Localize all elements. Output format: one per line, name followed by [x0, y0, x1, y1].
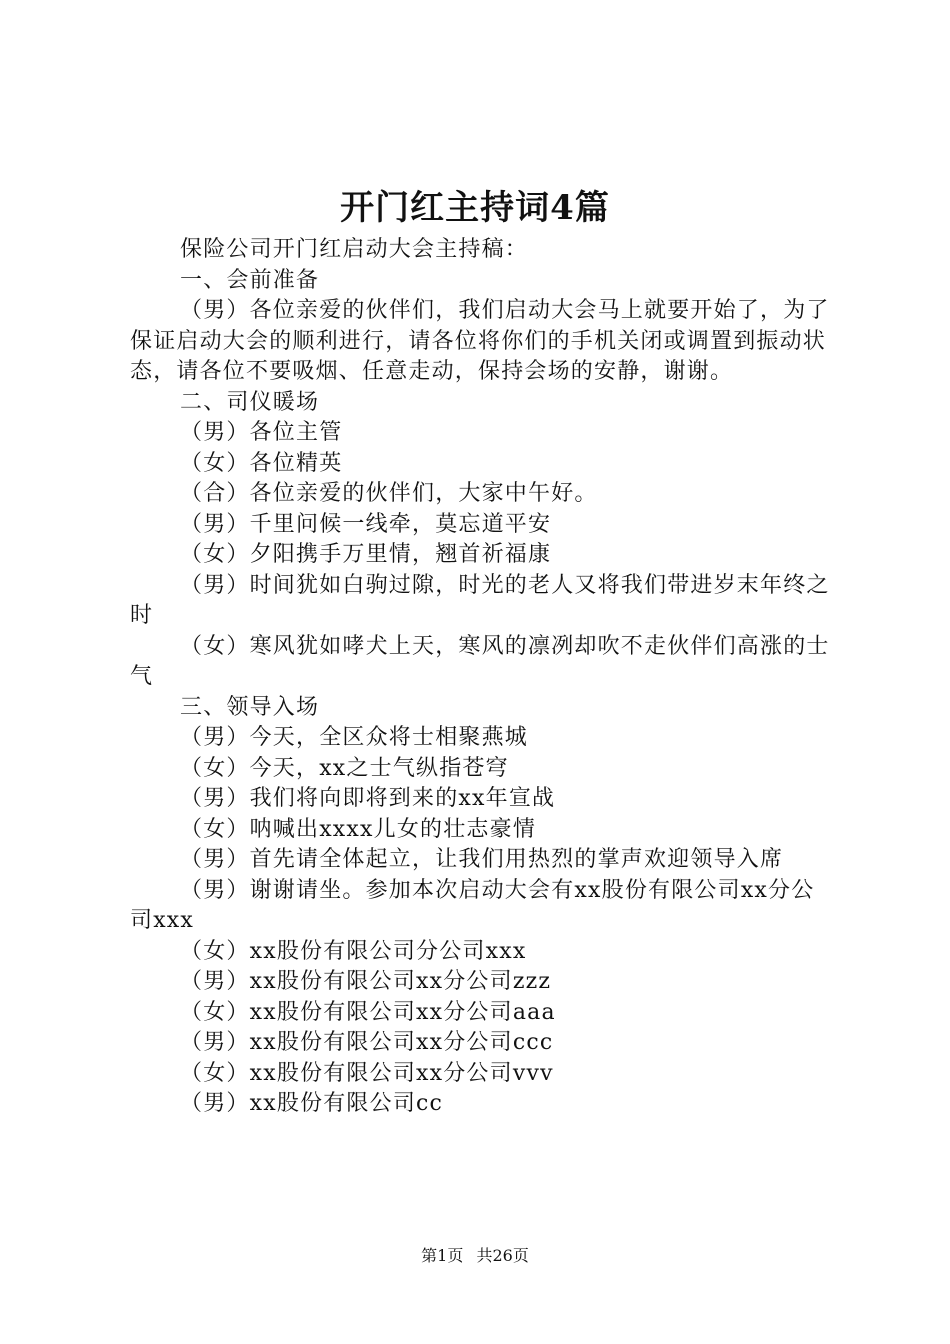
paragraph: （女）各位精英: [180, 450, 343, 476]
paragraph: （男）我们将向即将到来的xx年宣战: [180, 786, 556, 811]
paragraph: （男）各位亲爱的伙伴们，我们启动大会马上就要开始了，为了保证启动大会的顺利进行，请各位将你们的手机关闭或调置到振动状态，请各位不要吸烟、任意走动，保持会场的安静，谢谢。: [130, 298, 830, 384]
section-heading: 三、领导入场: [180, 694, 320, 720]
paragraph: （女）xx股份有限公司xx分公司vvv: [180, 1060, 554, 1086]
section-heading: 二、司仪暖场: [180, 389, 320, 415]
page-footer: [0, 1244, 950, 1268]
document-body: [130, 235, 835, 1120]
paragraph: （女）呐喊出xxxx儿女的壮志豪情: [180, 816, 537, 842]
paragraph: （男）xx股份有限公司cc: [180, 1091, 444, 1116]
paragraph: （男）xx股份有限公司xx分公司ccc: [180, 1030, 554, 1055]
paragraph: （男）时间犹如白驹过隙，时光的老人又将我们带进岁末年终之时: [130, 572, 830, 628]
paragraph: （女）xx股份有限公司分公司xxx: [180, 938, 527, 964]
paragraph: （合）各位亲爱的伙伴们，大家中午好。: [180, 481, 598, 506]
page-total: 共26页: [476, 1246, 529, 1265]
paragraph: 保险公司开门红启动大会主持稿：: [180, 237, 529, 262]
paragraph: （男）千里问候一线牵，莫忘道平安: [180, 511, 552, 537]
paragraph: （男）今天，全区众将士相聚燕城: [180, 725, 529, 750]
paragraph: （女）xx股份有限公司xx分公司aaa: [180, 999, 556, 1025]
paragraph: （男）谢谢请坐。参加本次启动大会有xx股份有限公司xx分公司xxx: [130, 877, 815, 933]
paragraph: （女）寒风犹如哮犬上天，寒风的凛冽却吹不走伙伴们高涨的士气: [130, 633, 830, 689]
paragraph: （男）xx股份有限公司xx分公司zzz: [180, 969, 552, 994]
paragraph: （男）各位主管: [180, 420, 343, 445]
paragraph: （男）首先请全体起立，让我们用热烈的掌声欢迎领导入席: [180, 847, 784, 872]
page-title: 开门红主持词4篇: [340, 188, 610, 228]
section-heading: 一、会前准备: [180, 267, 320, 293]
page-number: 第1页: [421, 1246, 464, 1265]
paragraph: （女）今天，xx之士气纵指苍穹: [180, 755, 509, 781]
paragraph: （女）夕阳携手万里情，翘首祈福康: [180, 542, 552, 567]
